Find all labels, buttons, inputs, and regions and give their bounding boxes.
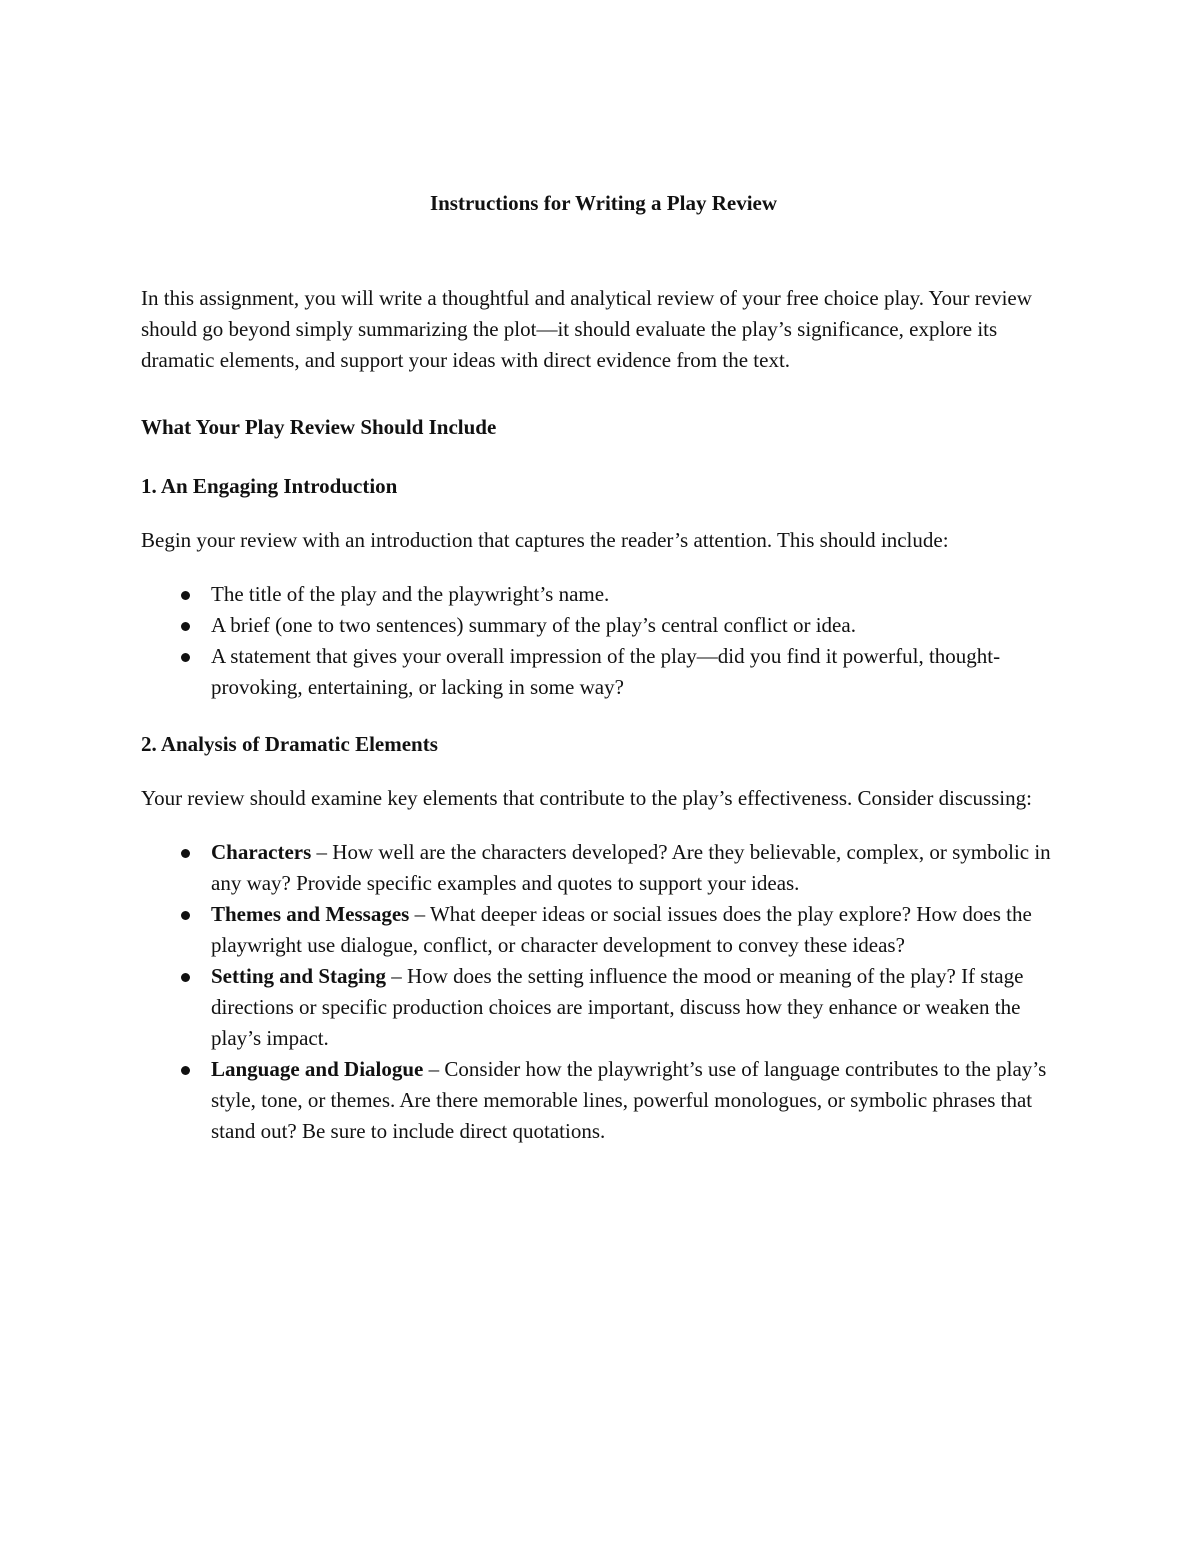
section-1-lead: Begin your review with an introduction that captures the reader’s attention. This should include: xyxy=(141,528,949,552)
bullet-icon xyxy=(181,849,190,858)
intro-paragraph: In this assignment, you will write a thoughtful and analytical review of your free choice play. Your review should go beyond simply summarizing the plot—it should evaluate the play’s significance, explore its dramatic elements, and support your ideas with direct evidence from the text. xyxy=(141,286,1032,372)
bullet-icon xyxy=(181,973,190,982)
section-1-heading: 1. An Engaging Introduction xyxy=(141,474,398,498)
include-heading: What Your Play Review Should Include xyxy=(141,415,497,439)
bullet-icon xyxy=(181,622,190,631)
list-item xyxy=(141,837,1066,899)
list-item xyxy=(141,899,1066,961)
list-item-term: Themes and Messages xyxy=(211,902,410,926)
list-item-text: A statement that gives your overall impression of the play—did you find it powerful, thought-provoking, entertaining, or lacking in some way? xyxy=(211,644,1001,699)
document-body xyxy=(141,188,1066,1147)
list-item-text: – How does the setting influence the mood or meaning of the play? If stage directions or specific production choices are important, discuss how they enhance or weaken the play’s impact. xyxy=(211,964,1024,1050)
list-item xyxy=(141,1054,1066,1147)
bullet-icon xyxy=(181,1066,190,1075)
bullet-icon xyxy=(181,653,190,662)
section-2-lead: Your review should examine key elements that contribute to the play’s effectiveness. Consider discussing: xyxy=(141,786,1032,810)
list-item-text: A brief (one to two sentences) summary of the play’s central conflict or idea. xyxy=(211,613,856,637)
list-item xyxy=(141,610,1066,641)
list-item-term: Language and Dialogue xyxy=(211,1057,424,1081)
document-title: Instructions for Writing a Play Review xyxy=(429,191,778,215)
section-2-list xyxy=(141,837,1066,1147)
section-2-heading: 2. Analysis of Dramatic Elements xyxy=(141,732,438,756)
bullet-icon xyxy=(181,911,190,920)
list-item xyxy=(141,641,1066,703)
list-item-term: Characters xyxy=(211,840,312,864)
list-item-text: The title of the play and the playwright’s name. xyxy=(211,582,610,606)
list-item-text: – Consider how the playwright’s use of language contributes to the play’s style, tone, or themes. Are there memorable lines, powerful monologues, or symbolic phrases that stand out? Be sure to include direct quotations. xyxy=(211,1057,1047,1143)
list-item-term: Setting and Staging xyxy=(211,964,387,988)
list-item-text: – How well are the characters developed? Are they believable, complex, or symbolic in any way? Provide specific examples and quotes to support your ideas. xyxy=(211,840,1051,895)
list-item xyxy=(141,961,1066,1054)
bullet-icon xyxy=(181,591,190,600)
list-item-text: – What deeper ideas or social issues does the play explore? How does the playwright use dialogue, conflict, or character development to convey these ideas? xyxy=(211,902,1032,957)
section-1-list xyxy=(141,579,1066,703)
list-item xyxy=(141,579,1066,610)
